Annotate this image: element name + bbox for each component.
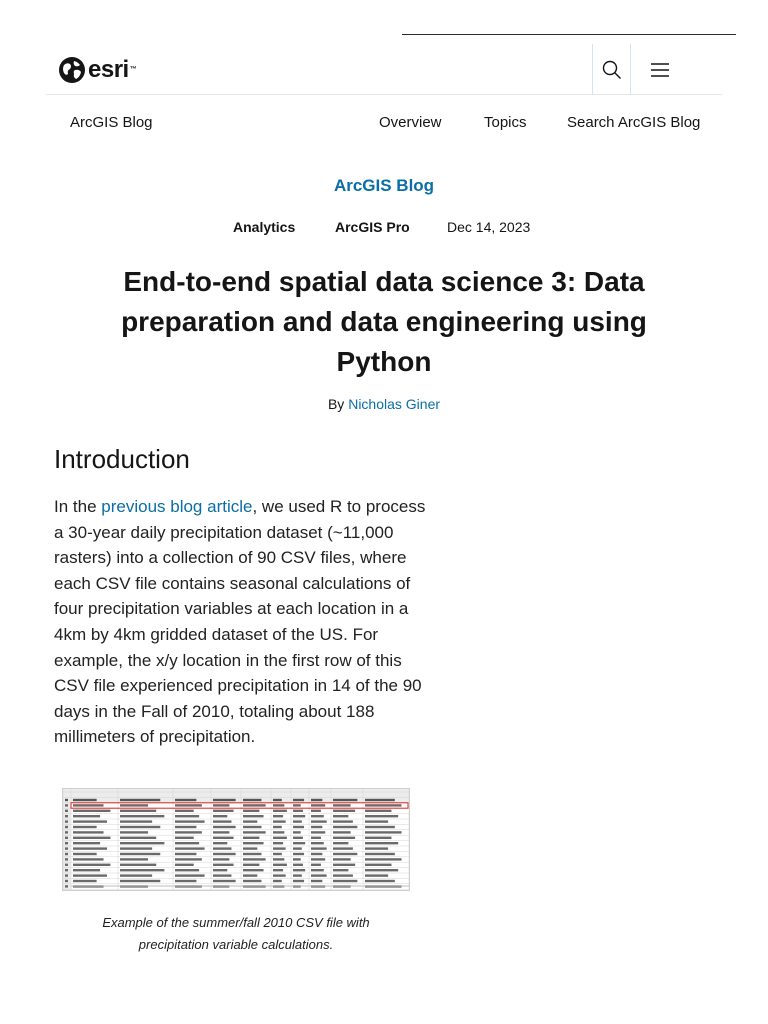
esri-logo[interactable] — [58, 56, 136, 84]
subnav-brand-link[interactable]: ArcGIS Blog — [70, 114, 153, 131]
globe-icon — [58, 56, 86, 84]
top-divider — [402, 34, 736, 35]
article-eyebrow-link[interactable]: ArcGIS Blog — [333, 176, 435, 195]
search-button[interactable] — [592, 44, 631, 95]
subnav-overview-link[interactable]: Overview — [379, 114, 442, 131]
section-heading: Introduction — [54, 444, 190, 474]
publish-date: Dec 14, 2023 — [447, 219, 531, 235]
article-meta — [0, 219, 768, 239]
hamburger-menu-icon — [651, 63, 669, 77]
menu-button[interactable] — [642, 44, 678, 95]
logo-wordmark: esri™ — [88, 56, 137, 83]
previous-article-link[interactable]: previous blog article — [101, 497, 253, 516]
subnav-topics-link[interactable]: Topics — [484, 114, 527, 131]
para-text-after: , we used R to process a 30-year daily precipitation dataset (~11,000 rasters) into a collection of 90 CSV files, where each CSV file contains seasonal calculations of four precipitation variables at each location in a 4km by 4km gridded dataset of the US. For example, the x/y location in the first row of this CSV file experienced precipitation in 14 of the 90 days in the Fall of 2010, totaling about 188 millimeters of precipitation. — [54, 497, 426, 747]
article-title: End-to-end spatial data science 3: Data preparation and data engineering using Python — [121, 266, 647, 377]
csv-table-image — [63, 789, 409, 890]
tag-arcgis-pro[interactable]: ArcGIS Pro — [335, 219, 410, 235]
search-icon — [602, 60, 622, 80]
site-header — [46, 44, 722, 95]
intro-paragraph — [54, 494, 426, 750]
author-link[interactable]: Nicholas Giner — [348, 396, 441, 412]
figure-caption: Example of the summer/fall 2010 CSV file with precipitation variable calculations. — [102, 915, 370, 952]
para-text-before: In the — [54, 497, 102, 516]
subnav-search-link[interactable]: Search ArcGIS Blog — [567, 114, 701, 131]
csv-table-figure — [62, 788, 410, 891]
byline-prefix: By — [327, 396, 345, 412]
blog-subnav — [0, 108, 768, 138]
tag-analytics[interactable]: Analytics — [233, 219, 296, 235]
byline — [0, 396, 768, 412]
